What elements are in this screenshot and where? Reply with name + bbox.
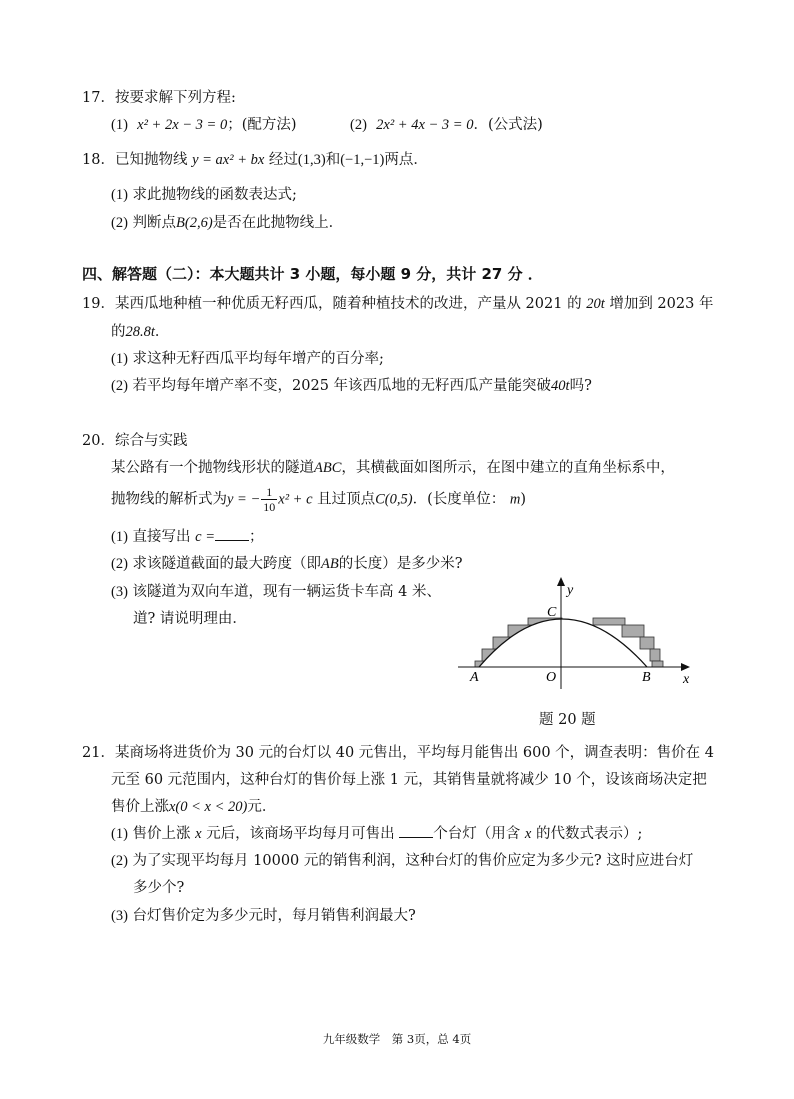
q18-point-2: (−1,−1) xyxy=(340,152,385,168)
q20-part3-label: (3) xyxy=(111,584,128,600)
q21-part3-text: 台灯售价定为多少元时，每月销售利润最大? xyxy=(132,908,416,924)
fraction-numerator: 1 xyxy=(261,485,277,500)
q19-number: 19． xyxy=(82,296,115,312)
q19-text-b: 增加到 2023 年 xyxy=(609,296,714,312)
step-block xyxy=(640,637,654,649)
q20-eq-right: x² + c xyxy=(278,491,313,508)
q18-text-c: 和 xyxy=(325,152,341,168)
q21-line3 xyxy=(111,795,276,816)
q21-number: 21． xyxy=(82,745,115,761)
x-axis-arrow-icon xyxy=(681,663,690,671)
fraction-denominator: 10 xyxy=(263,500,276,514)
q18-part2-point: B(2,6) xyxy=(176,215,213,231)
q18-point-1: (1,3) xyxy=(297,152,326,168)
label-B: B xyxy=(642,670,651,685)
q19-part2 xyxy=(111,374,592,395)
q19-text-d: ． xyxy=(154,324,170,340)
step-block xyxy=(593,618,625,625)
q18-text-b: 经过 xyxy=(268,152,298,168)
tunnel-figure xyxy=(450,575,700,690)
step-block xyxy=(652,661,663,667)
q20-part2-text-b: 的长度）是多少米? xyxy=(338,556,463,572)
q21-part2-line1: 为了实现平均每月 10000 元的销售利润，这种台灯的售价应定为多少元? 这时应进台灯 xyxy=(132,853,694,869)
q20-text-d: 且过顶点 xyxy=(317,491,376,508)
answer-blank[interactable] xyxy=(399,824,433,838)
y-axis-arrow-icon xyxy=(557,577,565,586)
q19-line2 xyxy=(111,320,169,341)
q21-part3-label: (3) xyxy=(111,908,128,924)
q21-line2: 元至 60 元范围内，这种台灯的售价每上涨 1 元，其销售量就将减少 10 个，设该商场决定把 xyxy=(111,772,707,788)
q19-text-c: 的 xyxy=(111,324,126,340)
q20-text-c: 抛物线的解析式为 xyxy=(111,491,227,508)
q18-number: 18． xyxy=(82,152,115,168)
q19-part2-value: 40t xyxy=(551,378,570,394)
q17-part2-label: (2) xyxy=(350,117,367,133)
q17-part1-label: (1) xyxy=(111,117,128,133)
q17-part1-method: ；(配方法) xyxy=(227,117,297,133)
q20-part1 xyxy=(111,525,264,546)
q20-eq-left: y = − xyxy=(227,491,261,508)
q18-part1 xyxy=(111,183,297,204)
q17-number: 17． xyxy=(82,90,115,106)
q21-part2-label: (2) xyxy=(111,853,128,869)
figure-caption: 题 20 题 xyxy=(539,712,596,728)
q20-heading xyxy=(82,429,187,450)
q19-value-end: 28.8t xyxy=(125,324,155,340)
q18-part1-label: (1) xyxy=(111,187,128,203)
q19-part1 xyxy=(111,347,384,368)
q18-text-d: 两点． xyxy=(384,152,428,168)
q19-value-start: 20t xyxy=(586,296,605,312)
q19-part2-text-b: 吗? xyxy=(569,378,592,394)
q20-text-e: ．(长度单位： xyxy=(412,491,506,508)
q21-part1-text-b: 元后，该商场平均每月可售出 xyxy=(206,826,395,842)
q20-text-a: 某公路有一个抛物线形状的隧道 xyxy=(111,460,314,476)
q20-part1-var: c = xyxy=(195,529,215,545)
q21-part1-var: x xyxy=(195,826,202,842)
q19-line1 xyxy=(82,292,713,313)
q18-part2 xyxy=(111,211,343,232)
q21-part3 xyxy=(111,904,416,925)
q17-part2-method: ．(公式法) xyxy=(473,117,543,133)
step-block xyxy=(622,625,644,637)
q21-part1 xyxy=(111,822,642,843)
q21-line1 xyxy=(82,741,714,762)
q20-part2-segment: AB xyxy=(321,556,339,572)
q20-fraction xyxy=(261,485,277,514)
q21-part1-var-2: x xyxy=(524,826,532,842)
q21-part1-text-c: 个台灯（用含 xyxy=(433,826,521,842)
answer-blank[interactable] xyxy=(215,527,249,541)
q21-range: x(0 < x < 20) xyxy=(169,799,248,815)
q20-line2 xyxy=(111,485,526,514)
q19-part2-label: (2) xyxy=(111,378,128,394)
q18-stem xyxy=(82,148,428,169)
q21-part2-line2: 多少个? xyxy=(133,880,185,896)
q18-part2-text-a: 判断点 xyxy=(132,215,177,231)
q20-part1-text: 直接写出 xyxy=(132,529,191,545)
q21-text-a: 售价上涨 xyxy=(111,799,169,815)
q20-part2-text-a: 求该隧道截面的最大跨度（即 xyxy=(132,556,322,572)
label-C: C xyxy=(547,605,557,620)
q19-part1-text: 求这种无籽西瓜平均每年增产的百分率; xyxy=(132,351,384,367)
label-y: y xyxy=(567,583,574,598)
q17-part2-equation: 2x² + 4x − 3 = 0 xyxy=(376,117,474,133)
q18-part2-label: (2) xyxy=(111,215,128,231)
q20-title: 综合与实践 xyxy=(114,433,188,449)
q21-text-b: 元． xyxy=(247,799,277,815)
q21-text-1: 某商场将进货价为 30 元的台灯以 40 元售出，平均每月能售出 600 个，调查表明：售价在 4 xyxy=(114,745,715,761)
q21-part1-text-a: 售价上涨 xyxy=(132,826,191,842)
q18-part1-text: 求此抛物线的函数表达式; xyxy=(132,187,297,203)
q18-text-a: 已知抛物线 xyxy=(114,152,188,168)
q17-text: 按要求解下列方程: xyxy=(114,90,236,106)
q19-text-a: 某西瓜地种植一种优质无籽西瓜，随着种植技术的改进，产量从 2021 的 xyxy=(114,296,582,312)
q18-equation: y = ax² + bx xyxy=(192,152,265,168)
q17-part1-equation: x² + 2x − 3 = 0 xyxy=(137,117,228,133)
q19-part2-text-a: 若平均每年增产率不变，2025 年该西瓜地的无籽西瓜产量能突破 xyxy=(132,378,552,394)
label-x: x xyxy=(683,672,690,687)
label-O: O xyxy=(546,670,557,685)
q18-part2-text-b: 是否在此抛物线上． xyxy=(212,215,344,231)
q20-part1-end: ； xyxy=(249,529,264,545)
q21-part1-label: (1) xyxy=(111,826,128,842)
q20-part1-label: (1) xyxy=(111,529,128,545)
q20-tunnel-name: ABC xyxy=(314,460,342,476)
q20-part3-line1: 该隧道为双向车道，现有一辆运货卡车高 4 米、 xyxy=(132,584,441,600)
q20-unit: m xyxy=(509,491,521,508)
q20-text-f: ) xyxy=(520,491,527,508)
q21-part2 xyxy=(111,849,693,870)
q20-part3 xyxy=(111,580,441,601)
section-heading: 四、解答题（二）：本大题共计 3 小题，每小题 9 分，共计 27 分 ． xyxy=(82,265,543,283)
q20-part3-line2: 道? 请说明理由． xyxy=(133,611,247,627)
q20-part2-label: (2) xyxy=(111,556,128,572)
q19-part1-label: (1) xyxy=(111,351,128,367)
q20-number: 20． xyxy=(82,433,115,449)
q20-part2 xyxy=(111,552,463,573)
page-footer: 九年级数学 第 3页，总 4页 xyxy=(322,1032,472,1046)
q17-part2 xyxy=(350,113,543,134)
step-block xyxy=(650,649,660,661)
label-A: A xyxy=(470,670,479,685)
q20-vertex: C(0,5) xyxy=(375,491,413,508)
q17-part1 xyxy=(111,113,297,134)
q20-text-b: ，其横截面如图所示，在图中建立的直角坐标系中， xyxy=(341,460,675,476)
q17-stem xyxy=(82,86,236,107)
q20-line1 xyxy=(111,456,675,477)
q21-part1-text-d: 的代数式表示）; xyxy=(535,826,643,842)
